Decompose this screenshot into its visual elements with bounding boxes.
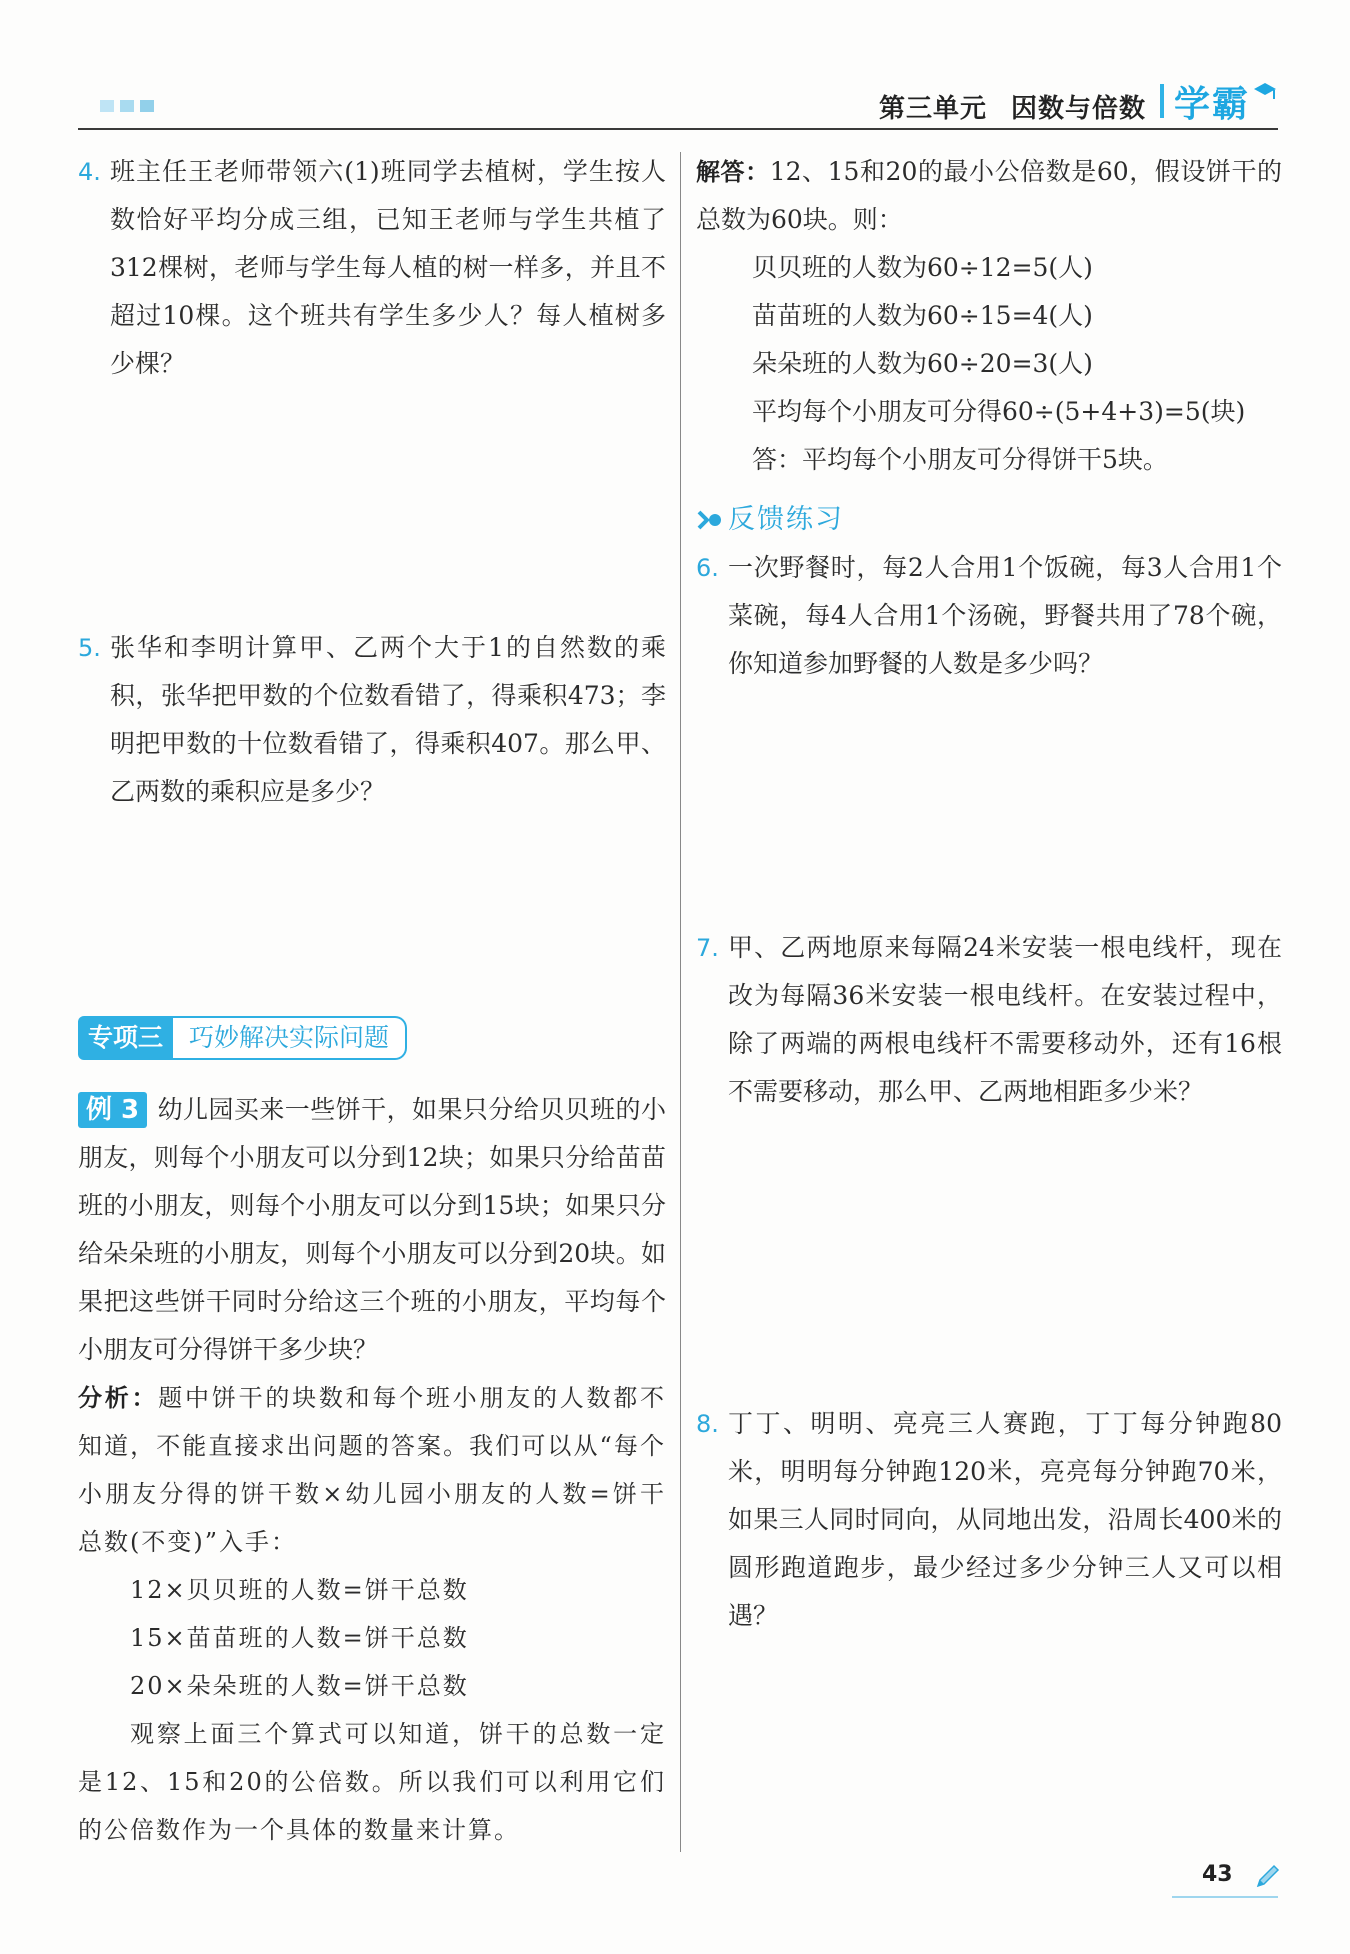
unit-label: 第三单元 [878,94,987,124]
solution-answer: 答：平均每个小朋友可分得饼干5块。 [752,445,1168,474]
double-chevron-icon [696,509,724,531]
analysis-label: 分析： [78,1384,159,1412]
feedback-label: 反馈练习 [728,504,844,535]
left-column [78,0,666,1900]
problem-number: 7. [696,934,719,962]
problem-text: 丁丁、明明、亮亮三人赛跑，丁丁每分钟跑80米，明明每分钟跑120米，亮亮每分钟跑70米，如果三人同时同向，从同地出发，沿周长400米的圆形跑道跑步，最少经过多少分钟三人又可以相遇？ [728,1409,1282,1630]
analysis-conclusion: 观察上面三个算式可以知道，饼干的总数一定是12、15和20的公倍数。所以我们可以利用它们的公倍数作为一个具体的数量来计算。 [78,1720,666,1844]
problem-text: 甲、乙两地原来每隔24米安装一根电线杆，现在改为每隔36米安装一根电线杆。在安装过程中，除了两端的两根电线杆不需要移动外，还有16根不需要移动，那么甲、乙两地相距多少米？ [728,933,1282,1106]
problem-7 [696,924,1282,1116]
problem-text: 班主任王老师带领六(1)班同学去植树，学生按人数恰好平均分成三组，已知王老师与学生共植了312棵树，老师与学生每人植的树一样多，并且不超过10棵。这个班共有学生多少人？每人植树多少棵？ [110,157,666,378]
footer-rule [1172,1896,1278,1898]
equation-3: 20×朵朵班的人数=饼干总数 [130,1672,469,1700]
solution-step-4: 平均每个小朋友可分得60÷(5+4+3)=5(块) [752,397,1246,426]
solution-step-3: 朵朵班的人数为60÷20=3(人) [752,349,1093,378]
topic-label: 因数与倍数 [1010,94,1146,124]
example-3 [78,1086,666,1374]
equation-2: 15×苗苗班的人数=饼干总数 [130,1624,469,1652]
section-tag: 专项三 [78,1016,173,1060]
solution-block [696,148,1282,484]
problem-number: 6. [696,554,719,582]
column-divider [680,152,681,1852]
problem-4 [78,148,666,388]
solution-step-2: 苗苗班的人数为60÷15=4(人) [752,301,1093,330]
right-column [696,0,1282,1900]
problem-text: 张华和李明计算甲、乙两个大于1的自然数的乘积，张华把甲数的个位数看错了，得乘积473；李明把甲数的十位数看错了，得乘积407。那么甲、乙两数的乘积应是多少？ [110,633,666,806]
equation-1: 12×贝贝班的人数=饼干总数 [130,1576,469,1604]
page-number: 43 [1202,1862,1233,1887]
analysis-text: 题中饼干的块数和每个班小朋友的人数都不知道，不能直接求出问题的答案。我们可以从“每个小朋友分得的饼干数×幼儿园小朋友的人数=饼干总数(不变)”入手： [78,1384,667,1556]
pencil-icon [1250,1860,1282,1892]
problem-5 [78,624,666,816]
section-name: 巧妙解决实际问题 [173,1016,407,1060]
problem-8 [696,1400,1282,1640]
problem-text: 一次野餐时，每2人合用1个饭碗，每3人合用1个菜碗，每4人合用1个汤碗，野餐共用了78个碗，你知道参加野餐的人数是多少吗？ [728,553,1282,678]
problem-number: 4. [78,158,101,186]
section-banner [78,1016,407,1060]
problem-6 [696,544,1282,688]
problem-number: 8. [696,1410,719,1438]
solution-step-1: 贝贝班的人数为60÷12=5(人) [752,253,1093,282]
analysis-block [78,1374,666,1854]
example-tag: 例 3 [78,1092,147,1128]
feedback-heading [696,496,844,544]
problem-number: 5. [78,634,101,662]
solution-text: 12、15和20的最小公倍数是60，假设饼干的总数为60块。则： [696,157,1283,234]
solution-label: 解答： [696,158,770,186]
brand-text: 学霸 [1173,83,1250,125]
example-text: 幼儿园买来一些饼干，如果只分给贝贝班的小朋友，则每个小朋友可以分到12块；如果只分给苗苗班的小朋友，则每个小朋友可以分到15块；如果只分给朵朵班的小朋友，则每个小朋友可以分到20块。如果把这些饼干同时分给这三个班的小朋友，平均每个小朋友可分得饼干多少块？ [78,1095,666,1364]
